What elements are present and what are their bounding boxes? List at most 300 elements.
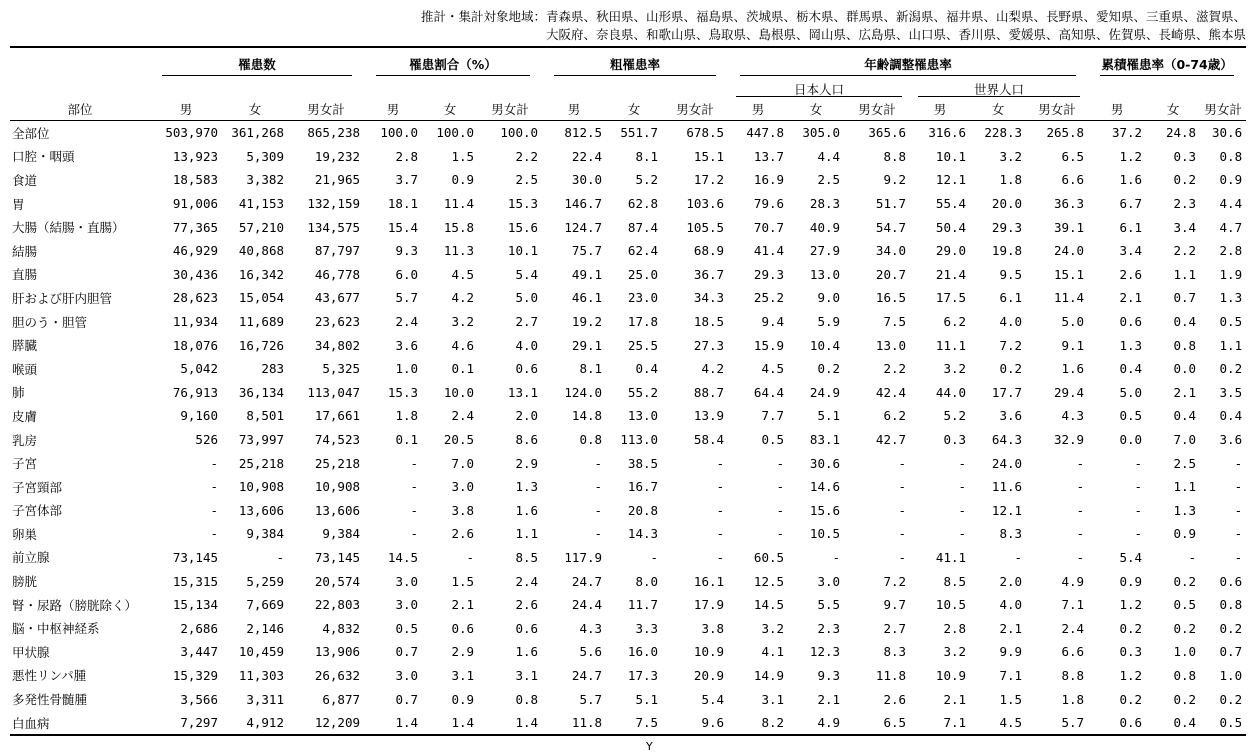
table-cell: 4.1 — [761, 644, 785, 660]
table-cell: 5.4 — [515, 266, 539, 282]
table-cell: - — [1076, 526, 1085, 542]
table-cell: 12.3 — [809, 644, 841, 660]
table-cell: 74,523 — [314, 432, 361, 448]
table-cell: 25.5 — [627, 337, 659, 353]
table-row — [10, 286, 1246, 310]
table-cell: 12.1 — [935, 172, 967, 188]
table-cell: 23,623 — [314, 314, 361, 330]
table-cell: 76,913 — [172, 384, 218, 400]
table-cell: 83.1 — [809, 432, 841, 448]
table-cell: - — [958, 502, 967, 518]
site-name: 悪性リンパ腫 — [12, 668, 87, 684]
table-cell: 1.1 — [1219, 337, 1243, 353]
table-cell: 100.0 — [380, 125, 419, 141]
table-cell: 12,209 — [288, 711, 364, 736]
site-name: 皮膚 — [12, 408, 38, 424]
table-cell: 361,268 — [231, 125, 284, 141]
table-cell: - — [1076, 479, 1085, 495]
site-name: 甲状腺 — [12, 644, 50, 660]
table-row — [10, 687, 1246, 711]
table-cell: 1.0 — [395, 361, 419, 377]
table-cell: - — [1014, 549, 1023, 565]
table-cell: - — [1234, 455, 1243, 471]
table-cell: 6.7 — [1119, 196, 1143, 212]
col-male: 男 — [364, 97, 422, 121]
table-cell: 24.8 — [1165, 125, 1197, 141]
site-name: 全部位 — [12, 125, 50, 141]
table-cell: 24.7 — [571, 573, 603, 589]
table-cell: 20,574 — [314, 573, 361, 589]
table-cell: 24.7 — [571, 667, 603, 683]
table-cell: - — [1188, 549, 1197, 565]
table-cell: 0.9 — [1173, 526, 1197, 542]
table-cell: 6.2 — [883, 408, 907, 424]
table-cell: 2.0 — [999, 573, 1023, 589]
table-cell: - — [466, 549, 475, 565]
site-name: 食道 — [12, 172, 38, 188]
table-cell: 1.3 — [1219, 290, 1243, 306]
table-cell: 19.8 — [991, 243, 1023, 259]
header-blank — [10, 47, 150, 82]
table-cell: 18.5 — [693, 314, 725, 330]
table-cell: 14.5 — [753, 597, 785, 613]
col-male: 男 — [728, 97, 788, 121]
table-cell: 6.1 — [999, 290, 1023, 306]
table-cell: 4,832 — [322, 620, 361, 636]
table-cell: 0.4 — [1219, 408, 1243, 424]
table-cell: 15.9 — [753, 337, 785, 353]
header-row-columns — [10, 97, 1246, 121]
col-female: 女 — [222, 97, 288, 121]
table-cell: - — [410, 479, 419, 495]
table-cell: 55.4 — [935, 196, 967, 212]
table-cell: 1.2 — [1119, 597, 1143, 613]
table-cell: 1.4 — [364, 711, 422, 736]
table-cell: 1.9 — [1219, 266, 1243, 282]
table-cell: 5.7 — [395, 290, 419, 306]
table-cell: 17.5 — [935, 290, 967, 306]
table-cell: - — [1134, 502, 1143, 518]
table-cell: 5.1 — [635, 691, 659, 707]
table-cell: 8.5 — [943, 573, 967, 589]
table-cell: 15.1 — [1053, 266, 1085, 282]
table-cell: 9.3 — [395, 243, 419, 259]
col-total: 男女計 — [662, 97, 728, 121]
site-name: 子宮 — [12, 456, 38, 472]
table-cell: 8.3 — [883, 644, 907, 660]
table-cell: 27.3 — [693, 337, 725, 353]
table-cell: 3.1 — [515, 667, 539, 683]
table-cell: 3.0 — [395, 573, 419, 589]
table-cell: 20.0 — [991, 196, 1023, 212]
table-cell: 13.0 — [875, 337, 907, 353]
table-cell: - — [1076, 549, 1085, 565]
table-cell: 0.2 — [1173, 573, 1197, 589]
table-cell: 51.7 — [875, 196, 907, 212]
table-cell: 0.7 — [1173, 290, 1197, 306]
table-cell: 11.1 — [935, 337, 967, 353]
table-row — [10, 215, 1246, 239]
site-name: 前立腺 — [12, 550, 50, 566]
col-male: 男 — [542, 97, 606, 121]
table-cell: 2.7 — [515, 314, 539, 330]
table-cell: 26,632 — [314, 667, 361, 683]
table-cell: 9,384 — [322, 526, 361, 542]
table-cell: 58.4 — [693, 432, 725, 448]
table-cell: 7.1 — [910, 711, 970, 736]
table-cell: 134,575 — [307, 219, 361, 235]
table-cell: 0.2 — [999, 361, 1023, 377]
table-cell: 2.5 — [1173, 455, 1197, 471]
col-male: 男 — [1088, 97, 1146, 121]
table-cell: 1.1 — [1173, 266, 1197, 282]
table-cell: 7.1 — [1061, 597, 1085, 613]
table-cell: 16.1 — [693, 573, 725, 589]
table-cell: 0.8 — [1173, 337, 1197, 353]
table-cell: 124.7 — [564, 219, 603, 235]
table-cell: 62.8 — [627, 196, 659, 212]
table-cell: 0.4 — [635, 361, 659, 377]
table-cell: 70.7 — [753, 219, 785, 235]
table-cell: 3.0 — [817, 573, 841, 589]
table-cell: 5,309 — [246, 148, 284, 164]
table-cell: 87.4 — [627, 219, 659, 235]
site-name: 喉頭 — [12, 361, 38, 377]
table-cell: 16,342 — [238, 266, 284, 282]
table-cell: 22,803 — [314, 597, 361, 613]
table-cell: 7.0 — [1173, 432, 1197, 448]
table-cell: 305.0 — [802, 125, 841, 141]
table-cell: 39.1 — [1053, 219, 1085, 235]
table-cell: 2.5 — [515, 172, 539, 188]
table-cell: 2.7 — [883, 620, 907, 636]
table-cell: 865,238 — [307, 125, 361, 141]
table-cell: 6.1 — [1119, 219, 1143, 235]
table-row — [10, 499, 1246, 523]
table-cell: 5.6 — [579, 644, 603, 660]
table-cell: 5.5 — [817, 597, 841, 613]
coverage-note-line-2: 大阪府、奈良県、和歌山県、鳥取県、島根県、岡山県、広島県、山口県、香川県、愛媛県、高知県、佐賀県、長崎県、熊本県 — [545, 27, 1246, 42]
table-row — [10, 310, 1246, 334]
table-cell: 38.5 — [627, 455, 659, 471]
table-cell: 812.5 — [564, 125, 603, 141]
table-cell: 34,802 — [314, 337, 361, 353]
site-name: 膀胱 — [12, 574, 38, 590]
table-row — [10, 404, 1246, 428]
table-cell: 73,145 — [314, 549, 361, 565]
table-row — [10, 664, 1246, 688]
table-cell: 30.0 — [571, 172, 603, 188]
table-cell: 73,145 — [172, 549, 218, 565]
table-cell: 0.4 — [1119, 361, 1143, 377]
table-cell: 8.5 — [515, 549, 539, 565]
table-cell: 22.4 — [571, 148, 603, 164]
group-header-count: 罹患数 — [150, 47, 364, 82]
table-cell: 2.4 — [451, 408, 475, 424]
table-cell: 5.0 — [1119, 384, 1143, 400]
table-cell: 3.8 — [451, 502, 475, 518]
table-cell: 9.1 — [1061, 337, 1085, 353]
table-cell: 44.0 — [935, 384, 967, 400]
table-cell: 6.6 — [1061, 172, 1085, 188]
table-cell: 0.4 — [1173, 314, 1197, 330]
table-cell: 2.0 — [515, 408, 539, 424]
footer-mark: Y — [646, 740, 653, 753]
table-cell: 29.1 — [571, 337, 603, 353]
table-cell: 17.7 — [991, 384, 1023, 400]
table-cell: 0.1 — [395, 432, 419, 448]
table-cell: 15.6 — [809, 502, 841, 518]
table-cell: 11,689 — [238, 314, 284, 330]
table-cell: 41,153 — [238, 196, 284, 212]
table-cell: 0.9 — [1119, 573, 1143, 589]
table-cell: 1.6 — [1119, 172, 1143, 188]
table-cell: 4.5 — [761, 361, 785, 377]
table-cell: 13,606 — [238, 502, 284, 518]
table-cell: 2.4 — [515, 573, 539, 589]
table-cell: 2.2 — [1173, 243, 1197, 259]
table-cell: 11.3 — [443, 243, 475, 259]
table-cell: 2.6 — [515, 597, 539, 613]
table-cell: 46,778 — [314, 266, 361, 282]
table-cell: 12.1 — [991, 502, 1023, 518]
table-cell: 526 — [195, 432, 218, 448]
table-cell: 7.5 — [883, 314, 907, 330]
table-cell: 16.7 — [627, 479, 659, 495]
table-cell: 15.8 — [443, 219, 475, 235]
table-cell: 2.9 — [451, 644, 475, 660]
table-cell: 3.6 — [999, 408, 1023, 424]
table-cell: 5.0 — [1061, 314, 1085, 330]
table-row — [10, 263, 1246, 287]
table-cell: 9.6 — [662, 711, 728, 736]
table-cell: - — [1076, 502, 1085, 518]
table-cell: - — [1134, 479, 1143, 495]
table-cell: 0.2 — [1219, 620, 1243, 636]
table-cell: 2.2 — [883, 361, 907, 377]
table-cell: 91,006 — [172, 196, 218, 212]
table-cell: 0.6 — [1088, 711, 1146, 736]
table-cell: 3.1 — [451, 667, 475, 683]
table-cell: 7.7 — [761, 408, 785, 424]
table-cell: 1.5 — [451, 573, 475, 589]
table-cell: 0.5 — [395, 620, 419, 636]
table-cell: 4.3 — [579, 620, 603, 636]
table-cell: 0.1 — [451, 361, 475, 377]
table-body — [10, 121, 1246, 736]
col-total: 男女計 — [844, 97, 910, 121]
group-header-cumulative: 累積罹患率（0-74歳） — [1088, 47, 1246, 82]
site-name: 肝および肝内胆管 — [12, 290, 113, 306]
table-cell: 15,315 — [172, 573, 218, 589]
table-cell: 0.5 — [1173, 597, 1197, 613]
table-cell: 29.4 — [1053, 384, 1085, 400]
incidence-table — [10, 46, 1246, 736]
table-cell: 15,134 — [172, 597, 218, 613]
site-name: 結腸 — [12, 243, 38, 259]
table-cell: 9.2 — [883, 172, 907, 188]
table-cell: 447.8 — [746, 125, 785, 141]
table-cell: 0.2 — [1119, 691, 1143, 707]
table-cell: 0.5 — [761, 432, 785, 448]
table-cell: 1.5 — [999, 691, 1023, 707]
site-name: 胆のう・胆管 — [12, 314, 88, 330]
table-cell: 2.4 — [395, 314, 419, 330]
table-cell: 7,297 — [150, 711, 222, 736]
table-cell: 1.8 — [1061, 691, 1085, 707]
table-cell: 46,929 — [172, 243, 218, 259]
table-cell: - — [410, 502, 419, 518]
table-cell: 3,447 — [180, 644, 218, 660]
table-cell: - — [1076, 455, 1085, 471]
table-cell: 3,382 — [246, 172, 284, 188]
table-cell: 18,076 — [172, 337, 218, 353]
table-cell: 49.1 — [571, 266, 603, 282]
table-cell: 29.3 — [991, 219, 1023, 235]
table-cell: 17.9 — [693, 597, 725, 613]
table-cell: 5.1 — [817, 408, 841, 424]
table-cell: 2.8 — [395, 148, 419, 164]
table-cell: 13.0 — [809, 266, 841, 282]
table-cell: 36.3 — [1053, 196, 1085, 212]
table-cell: 5.4 — [701, 691, 725, 707]
table-cell: 46.1 — [571, 290, 603, 306]
table-cell: 13.0 — [627, 408, 659, 424]
table-cell: 10.1 — [935, 148, 967, 164]
table-cell: 1.4 — [422, 711, 478, 736]
table-cell: 10.9 — [935, 667, 967, 683]
table-cell: 0.0 — [1119, 432, 1143, 448]
table-row — [10, 239, 1246, 263]
table-cell: 100.0 — [500, 125, 539, 141]
table-cell: 4.2 — [451, 290, 475, 306]
table-cell: 42.7 — [875, 432, 907, 448]
table-cell: 29.0 — [935, 243, 967, 259]
table-cell: 3,566 — [180, 691, 218, 707]
col-total: 男女計 — [1026, 97, 1088, 121]
site-name: 直腸 — [12, 267, 38, 283]
table-cell: - — [1134, 455, 1143, 471]
table-cell: 15,054 — [238, 290, 284, 306]
table-cell: 10,908 — [314, 479, 361, 495]
table-cell: 3.0 — [395, 597, 419, 613]
table-cell: 55.2 — [627, 384, 659, 400]
site-name: 多発性骨髄腫 — [12, 692, 88, 708]
table-cell: 7.2 — [999, 337, 1023, 353]
table-cell: 551.7 — [620, 125, 659, 141]
col-male: 男 — [150, 97, 222, 121]
table-cell: 1.6 — [515, 502, 539, 518]
table-cell: 0.4 — [1146, 711, 1200, 736]
table-cell: 29.3 — [753, 266, 785, 282]
table-cell: 3.3 — [635, 620, 659, 636]
table-row — [10, 381, 1246, 405]
table-cell: 4.2 — [701, 361, 725, 377]
table-cell: 41.1 — [935, 549, 967, 565]
table-cell: 2.6 — [883, 691, 907, 707]
table-cell: 9.4 — [761, 314, 785, 330]
header-row-subgroups — [10, 82, 1246, 97]
table-row — [10, 333, 1246, 357]
table-cell: 30,436 — [172, 266, 218, 282]
table-cell: 1.4 — [478, 711, 542, 736]
table-cell: 6.6 — [1061, 644, 1085, 660]
table-cell: 4.5 — [970, 711, 1026, 736]
table-cell: 0.6 — [451, 620, 475, 636]
table-cell: 1.3 — [1119, 337, 1143, 353]
table-cell: 2.1 — [1173, 384, 1197, 400]
table-cell: 1.6 — [1061, 361, 1085, 377]
table-cell: 503,970 — [165, 125, 218, 141]
table-cell: 2.4 — [1061, 620, 1085, 636]
table-cell: 60.5 — [753, 549, 785, 565]
table-cell: 5.7 — [579, 691, 603, 707]
table-cell: 16,726 — [238, 337, 284, 353]
table-cell: 10,908 — [238, 479, 284, 495]
table-cell: 11.4 — [1053, 290, 1085, 306]
table-cell: 19,232 — [314, 148, 361, 164]
table-cell: 13.9 — [693, 408, 725, 424]
site-name: 肺 — [12, 385, 25, 401]
table-cell: 0.2 — [1119, 620, 1143, 636]
table-cell: 14.5 — [387, 549, 419, 565]
table-cell: 15.1 — [693, 148, 725, 164]
table-row — [10, 357, 1246, 381]
table-cell: 0.3 — [1173, 148, 1197, 164]
table-cell: 124.0 — [564, 384, 603, 400]
table-cell: 0.5 — [1200, 711, 1246, 736]
table-cell: 3.0 — [451, 479, 475, 495]
table-cell: 20.9 — [693, 667, 725, 683]
table-cell: 132,159 — [307, 196, 361, 212]
table-cell: 73,997 — [238, 432, 284, 448]
table-cell: 68.9 — [693, 243, 725, 259]
table-cell: 2.1 — [1119, 290, 1143, 306]
table-cell: 2.3 — [817, 620, 841, 636]
table-cell: 13,606 — [314, 502, 361, 518]
table-cell: 1.0 — [1219, 667, 1243, 683]
col-total: 男女計 — [1200, 97, 1246, 121]
table-row — [10, 145, 1246, 169]
table-cell: 5.9 — [817, 314, 841, 330]
table-cell: 0.2 — [817, 361, 841, 377]
site-name: 胃 — [12, 196, 25, 212]
table-row — [10, 593, 1246, 617]
table-cell: - — [1234, 479, 1243, 495]
table-cell: 21.4 — [935, 266, 967, 282]
table-cell: 10,459 — [238, 644, 284, 660]
table-cell: 2.2 — [515, 148, 539, 164]
table-cell: 146.7 — [564, 196, 603, 212]
table-cell: 10.4 — [809, 337, 841, 353]
table-cell: 0.2 — [1219, 691, 1243, 707]
table-cell: 8.1 — [579, 361, 603, 377]
table-cell: 3.0 — [395, 667, 419, 683]
table-cell: 0.5 — [1219, 314, 1243, 330]
table-cell: 17.3 — [627, 667, 659, 683]
table-cell: 14.8 — [571, 408, 603, 424]
table-cell: 20.5 — [443, 432, 475, 448]
table-cell: 64.4 — [753, 384, 785, 400]
table-cell: 1.0 — [1173, 644, 1197, 660]
table-cell: 0.2 — [1219, 361, 1243, 377]
table-cell: - — [210, 455, 218, 471]
table-cell: - — [832, 549, 841, 565]
table-cell: 62.4 — [627, 243, 659, 259]
table-cell: 1.5 — [451, 148, 475, 164]
table-cell: 0.6 — [515, 620, 539, 636]
table-cell: 16.5 — [875, 290, 907, 306]
